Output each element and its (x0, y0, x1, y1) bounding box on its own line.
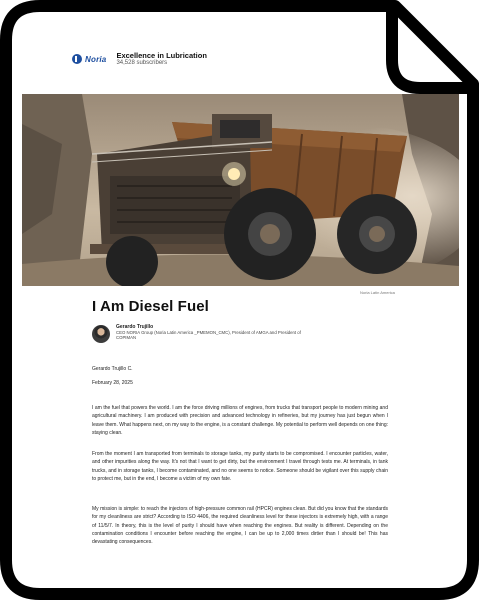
channel-info (116, 52, 206, 67)
hero-image (22, 94, 459, 286)
channel-name[interactable]: Excellence in Lubrication (116, 50, 207, 60)
author-meta (116, 325, 316, 343)
publish-date: February 28, 2025 (92, 380, 133, 386)
paragraph: I am the fuel that powers the world. I am the force driving millions of engines, from trucks that transport people to modern mining and agricultural machinery. I am produced with precision and advanced technology in refineries, but my journey has just begun when I leave them. What happens next, on my way to the engine, is a constant challenge. My potential to perform well depends on one thing: staying clean. (92, 405, 388, 436)
byline: Gerardo Trujillo C. (92, 366, 133, 372)
author-avatar[interactable] (92, 325, 110, 343)
paragraph: My mission is simple: to reach the injectors of high-pressure common rail (HPCR) engines clean. But did you know that the standards for my cleanliness are strict? According to ISO 4406, the required cleanliness level for these injectors is extremely high, with a range of 11/5/7. In theory, this is the level of purity I should have when reaching the engines. But reality is different. Depending on the contamination conditions I encounter before reaching the engine, I can be up to 2,000 times dirtier than I should be! This has devastating consequences. (92, 506, 388, 546)
paragraph: From the moment I am transported from terminals to storage tanks, my purity starts to be compromised. I encounter particles, water, and other impurities along the way. It's not that I want to get dirty, but the environment I travel through tests me. At terminals, in tank trucks, and in storage tanks, I become contaminated, and no one seems to notice. Someone should be vigilant over this supply chain to protect me, but in the end, I become a victim of my own fate. (92, 451, 388, 482)
subscriber-count: 34,528 subscribers (116, 59, 168, 66)
hero-caption: Noria Latin America (360, 290, 395, 295)
author-role: CEO NORIA Group (Noria Latin America _PMEMON_CMC), President of AMGA and President of COPIMAN (116, 329, 301, 340)
brand-logo[interactable] (72, 54, 106, 64)
brand-logo-text: Noria (85, 54, 107, 64)
noria-logo-icon (72, 54, 82, 64)
author-block (92, 325, 316, 343)
article-title: I Am Diesel Fuel (92, 298, 209, 315)
channel-header (72, 44, 207, 74)
author-name[interactable]: Gerardo Trujillo (116, 324, 154, 330)
